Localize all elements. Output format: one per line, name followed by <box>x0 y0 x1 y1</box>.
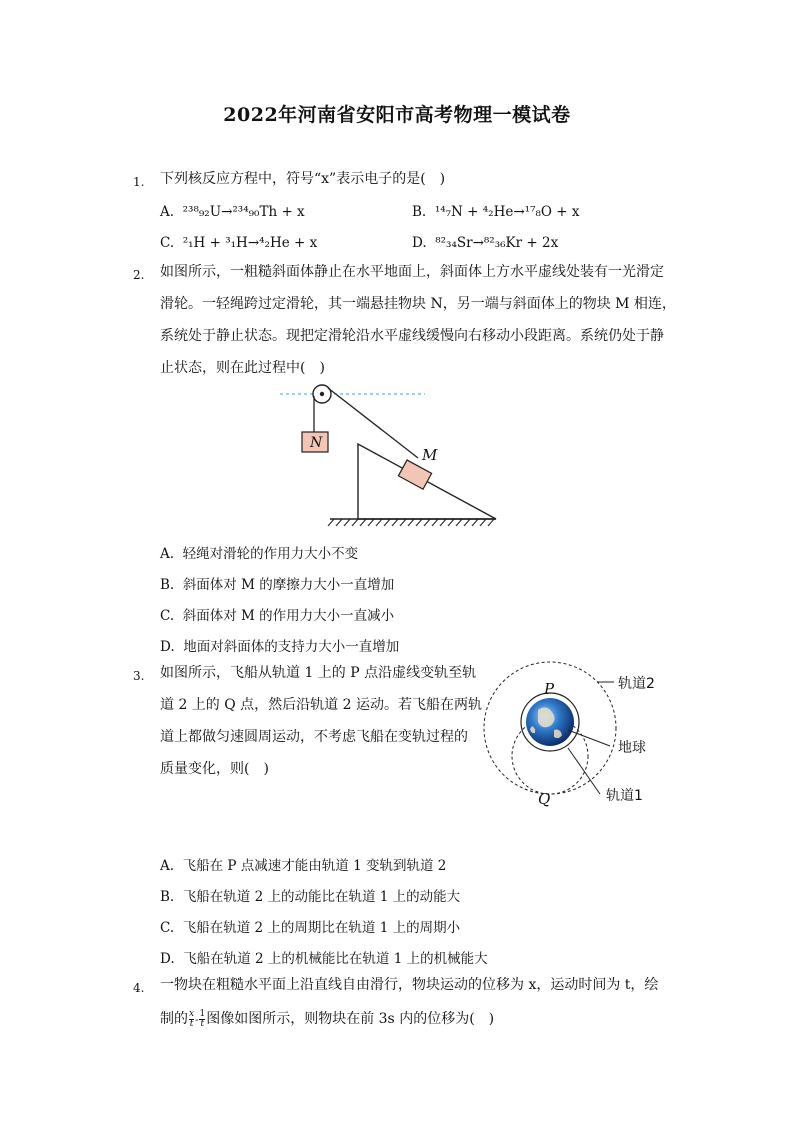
q2-option-c <box>160 604 394 624</box>
option-text: 轻绳对滑轮的作用力大小不变 <box>182 546 359 562</box>
option-text: ⁸²₃₄Sr→⁸²₃₆Kr + 2x <box>435 235 559 251</box>
option-text: ²³⁸₉₂U→²³⁴₉₀Th + x <box>182 204 305 220</box>
q1-number: 1. <box>133 175 145 189</box>
q3-number: 3. <box>133 669 145 683</box>
q4-line2-pre: 制的 <box>160 1011 188 1027</box>
q2-option-d <box>160 635 399 655</box>
option-letter: C. <box>160 920 175 936</box>
q1-option-b <box>412 204 579 220</box>
option-letter: A. <box>160 858 175 874</box>
q1-option-d <box>412 235 558 251</box>
q3-option-c <box>160 916 460 936</box>
frac-dash: - <box>195 1015 199 1026</box>
option-letter: C. <box>160 235 175 251</box>
q3-line-1: 如图所示，飞船从轨道 1 上的 P 点沿虚线变轨至轨 <box>160 665 477 681</box>
option-text: 地面对斜面体的支持力大小一直增加 <box>183 639 400 655</box>
page-title: 2022年河南省安阳市高考物理一模试卷 <box>223 104 571 126</box>
block-m-label: M <box>422 446 438 464</box>
option-letter: B. <box>160 889 175 905</box>
q4-line-1: 一物块在粗糙水平面上沿直线自由滑行，物块运动的位移为 x，运动时间为 t，绘 <box>160 977 659 993</box>
frac-numerator: x <box>189 1008 195 1019</box>
q3-line-2: 道 2 上的 Q 点，然后沿轨道 2 运动。若飞船在两轨 <box>160 697 482 713</box>
option-letter: A. <box>160 204 175 220</box>
q4-line-2 <box>160 1008 494 1032</box>
q1-stem: 下列核反应方程中，符号“x”表示电子的是( ) <box>160 171 446 187</box>
option-text: 斜面体对 M 的作用力大小一直减小 <box>182 608 395 624</box>
frac-numerator: 1 <box>199 1008 206 1019</box>
q3-figure <box>480 652 705 812</box>
earth-label: 地球 <box>618 740 646 756</box>
option-letter: B. <box>412 204 427 220</box>
q2-option-a <box>160 542 358 562</box>
option-letter: B. <box>160 577 175 593</box>
q3-line-4: 质量变化，则( ) <box>160 761 269 777</box>
orbit2-label: 轨道2 <box>618 676 655 692</box>
option-text: ¹⁴₇N + ⁴₂He→¹⁷₈O + x <box>434 204 580 220</box>
pulley-axle <box>320 392 324 396</box>
q2-line-2: 滑轮。一轻绳跨过定滑轮，其一端悬挂物块 N，另一端与斜面体上的物块 M 相连， <box>160 296 676 312</box>
q4-line2-post: 图像如图所示，则物块在前 3s 内的位移为( ) <box>206 1011 495 1027</box>
q3-option-d <box>160 947 488 967</box>
q2-line-1: 如图所示，一粗糙斜面体静止在水平地面上，斜面体上方水平虚线处装有一光滑定 <box>160 264 664 280</box>
q1-option-c <box>160 235 317 251</box>
option-text: 飞船在轨道 2 上的周期比在轨道 1 上的周期小 <box>182 920 461 936</box>
q3-option-b <box>160 885 460 905</box>
orbit1-label: 轨道1 <box>606 788 643 804</box>
frac-denominator: t <box>189 1018 194 1029</box>
q3-option-a <box>160 854 446 874</box>
option-text: 斜面体对 M 的摩擦力大小一直增加 <box>182 577 395 593</box>
q3-line-3: 道上都做匀速圆周运动，不考虑飞船在变轨过程的 <box>160 729 468 745</box>
q2-line-4: 止状态，则在此过程中( ) <box>160 360 325 376</box>
option-text: 飞船在 P 点减速才能由轨道 1 变轨到轨道 2 <box>182 858 447 874</box>
label-q: Q <box>538 790 551 808</box>
option-letter: A. <box>160 546 175 562</box>
option-text: 飞船在轨道 2 上的动能比在轨道 1 上的动能大 <box>182 889 461 905</box>
option-text: 飞船在轨道 2 上的机械能比在轨道 1 上的机械能大 <box>183 951 488 967</box>
frac-x-over-t <box>189 1010 194 1029</box>
frac-1-over-t <box>199 1010 205 1029</box>
ground-hatching <box>328 519 494 526</box>
orbit1-leader <box>568 748 600 794</box>
block-n-label: N <box>310 435 323 451</box>
q1-option-a <box>160 204 305 220</box>
rope-to-m <box>328 388 418 458</box>
option-letter: D. <box>412 235 427 251</box>
q2-figure <box>270 380 510 530</box>
q4-number: 4. <box>133 981 145 995</box>
option-letter: C. <box>160 608 175 624</box>
option-letter: D. <box>160 951 175 967</box>
label-p: P <box>544 680 555 698</box>
option-text: ²₁H + ³₁H→⁴₂He + x <box>182 235 318 251</box>
frac-denominator: t <box>200 1018 205 1029</box>
q2-number: 2. <box>133 268 145 282</box>
q2-line-3: 系统处于静止状态。现把定滑轮沿水平虚线缓慢向右移动小段距离。系统仍处于静 <box>160 328 664 344</box>
q2-option-b <box>160 573 394 593</box>
option-letter: D. <box>160 639 175 655</box>
